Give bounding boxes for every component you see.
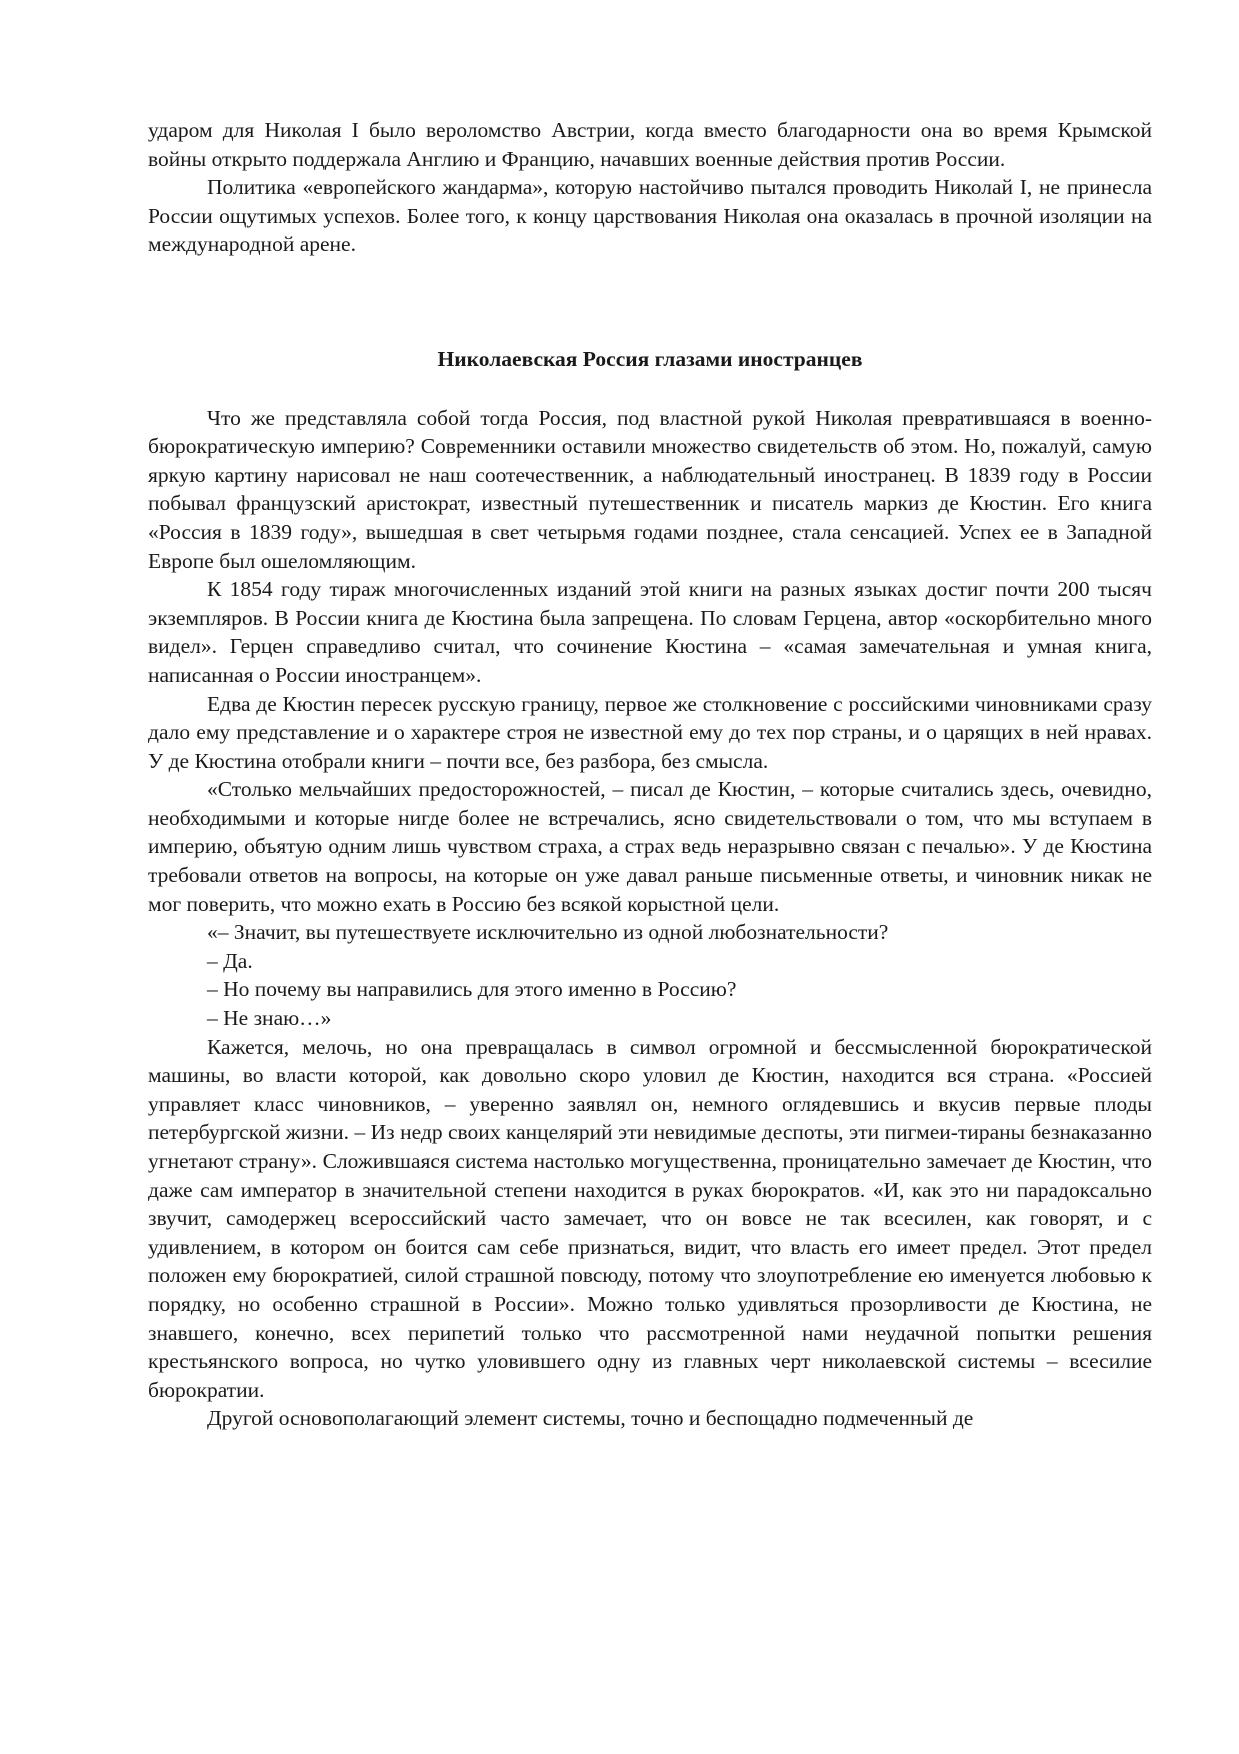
- intro-paragraph-2: Политика «европейского жандарма», которую настойчиво пытался проводить Николай I, не принесла России ощутимых успехов. Более того, к концу царствования Николая она оказалась в прочной изоляции на международной арене.: [148, 175, 1152, 257]
- spacer-small: [148, 374, 1152, 404]
- paragraph-6: Другой основополагающий элемент системы, точно и беспощадно подмеченный де: [207, 1406, 974, 1431]
- document-page: [148, 116, 1152, 1433]
- intro-paragraph-1: ударом для Николая I было вероломство Австрии, когда вместо благодарности она во время Крымской войны открыто поддержала Англию и Францию, начавших военные действия против России.: [148, 118, 1152, 171]
- paragraph-4: «Столько мельчайших предосторожностей, – писал де Кюстин, – которые считались здесь, очевидно, необходимыми и которые нигде более не встречались, ясно свидетельствовали о том, что мы вступаем в империю, объятую одним лишь чувством страха, а страх ведь неразрывно связан с печалью». У де Кюстина требовали ответов на вопросы, на которые он уже давал раньше письменные ответы, и чиновник никак не мог поверить, что можно ехать в Россию без всякой корыстной цели.: [148, 777, 1152, 916]
- section-heading: Николаевская Россия глазами иностранцев: [437, 346, 863, 371]
- dialogue-line-1: «– Значит, вы путешествуете исключительно из одной любознательности?: [207, 920, 889, 945]
- paragraph-2: К 1854 году тираж многочисленных изданий этой книги на разных языках достиг почти 200 тысяч экземпляров. В России книга де Кюстина была запрещена. По словам Герцена, автор «оскорбительно много видел». Герцен справедливо считал, что сочинение Кюстина – «самая замечательная и умная книга, написанная о России иностранцем».: [148, 577, 1152, 687]
- dialogue-line-4: – Не знаю…»: [207, 1006, 332, 1031]
- spacer: [148, 259, 1152, 345]
- dialogue-line-3: – Но почему вы направились для этого именно в Россию?: [207, 977, 737, 1002]
- dialogue-line-2: – Да.: [207, 948, 253, 973]
- paragraph-3: Едва де Кюстин пересек русскую границу, первое же столкновение с российскими чиновниками сразу дало ему представление и о характере строя не известной ему до тех пор страны, и о царящих в ней нравах. У де Кюстина отобрали книги – почти все, без разбора, без смысла.: [148, 691, 1152, 773]
- paragraph-5: Кажется, мелочь, но она превращалась в символ огромной и бессмысленной бюрократической машины, во власти которой, как довольно скоро уловил де Кюстин, находится вся страна. «Россией управляет класс чиновников, – уверенно заявлял он, немного оглядевшись и вкусив первые плоды петербургской жизни. – Из недр своих канцелярий эти невидимые деспоты, эти пигмеи-тираны безнаказанно угнетают страну». Сложившаяся система настолько могущественна, проницательно замечает де Кюстин, что даже сам император в значительной степени находится в руках бюрократов. «И, как это ни парадоксально звучит, самодержец всероссийский часто замечает, что он вовсе не так всесилен, как говорят, и с удивлением, в котором он боится сам себе признаться, видит, что власть его имеет предел. Этот предел положен ему бюрократией, силой страшной повсюду, потому что злоупотребление ею именуется любовью к порядку, но особенно страшной в России». Можно только удивляться прозорливости де Кюстина, не знавшего, конечно, всех перипетий только что рассмотренной нами неудачной попытки решения крестьянского вопроса, но чутко уловившего одну из главных черт николаевской системы – всесилие бюрократии.: [148, 1034, 1152, 1402]
- paragraph-1: Что же представляла собой тогда Россия, под властной рукой Николая превратившаяся в военно-бюрократическую империю? Современники оставили множество свидетельств об этом. Но, пожалуй, самую яркую картину нарисовал не наш соотечественник, а наблюдательный иностранец. В 1839 году в России побывал французский аристократ, известный путешественник и писатель маркиз де Кюстин. Его книга «Россия в 1839 году», вышедшая в свет четырьмя годами позднее, стала сенсацией. Успех ее в Западной Европе был ошеломляющим.: [148, 405, 1152, 573]
